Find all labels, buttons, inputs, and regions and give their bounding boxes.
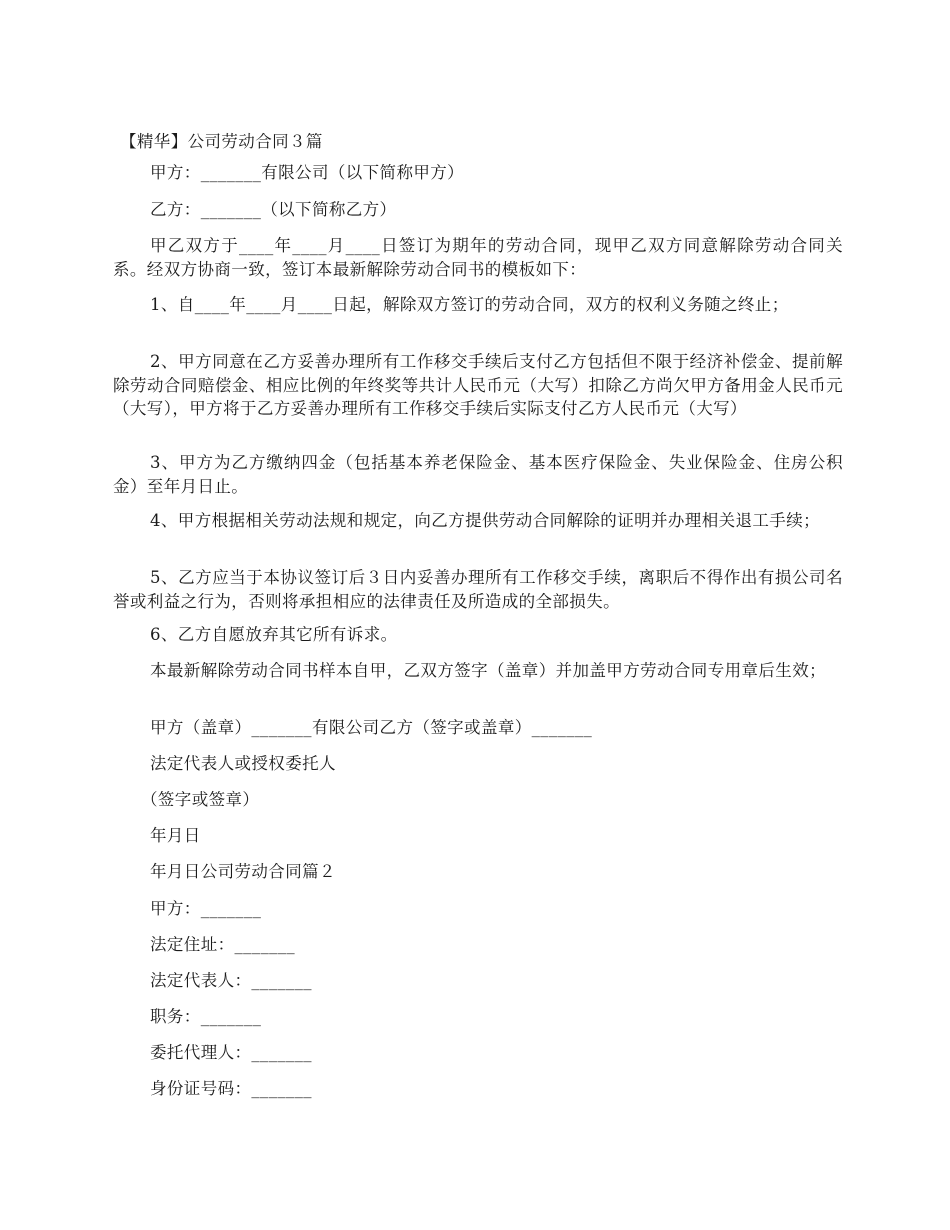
clause-2: 2、甲方同意在乙方妥善办理所有工作移交手续后支付乙方包括但不限于经济补偿金、提前解除劳动合同赔偿金、相应比例的年终奖等共计人民币元（大写）扣除乙方尚欠甲方备用金人民币元（大写），甲方将于乙方妥善办理所有工作移交手续后实际支付乙方人民币元（大写） — [113, 352, 843, 418]
sign-or-seal-line: （签字或签章） — [141, 790, 260, 809]
clause-1: 1、自____年____月____日起，解除双方签订的劳动合同，双方的权利义务随之终止； — [150, 295, 789, 314]
effective-paragraph: 本最新解除劳动合同书样本自甲，乙双方签字（盖章）并加盖甲方劳动合同专用章后生效； — [150, 661, 826, 680]
intro-paragraph: 甲乙双方于____年____月____日签订为期年的劳动合同，现甲乙双方同意解除劳动合同关系。经双方协商一致，签订本最新解除劳动合同书的模板如下： — [113, 236, 843, 279]
field-legal-address: 法定住址：_______ — [150, 935, 296, 954]
field-id-number: 身份证号码：_______ — [150, 1079, 312, 1098]
clause-3: 3、甲方为乙方缴纳四金（包括基本养老保险金、基本医疗保险金、失业保险金、住房公积金）至年月日止。 — [113, 453, 843, 496]
document-title: 【精华】公司劳动合同３篇 — [120, 132, 323, 151]
field-party-a: 甲方：_______ — [150, 899, 262, 918]
field-authorized-agent: 委托代理人：_______ — [150, 1043, 312, 1062]
clause-5: 5、乙方应当于本协议签订后３日内妥善办理所有工作移交手续，离职后不得作出有损公司名誉或利益之行为，否则将承担相应的法律责任及所造成的全部损失。 — [113, 568, 843, 611]
party-a-line: 甲方：_______有限公司（以下简称甲方） — [150, 163, 465, 182]
signature-line: 甲方（盖章）_______有限公司乙方（签字或盖章）_______ — [150, 718, 593, 737]
date-and-next-title: 年月日公司劳动合同篇２ — [150, 862, 336, 881]
field-legal-representative: 法定代表人：_______ — [150, 971, 312, 990]
legal-representative-line: 法定代表人或授权委托人 — [150, 754, 336, 773]
date-line: 年月日 — [150, 826, 201, 845]
party-b-line: 乙方：_______（以下简称乙方） — [150, 200, 397, 219]
field-position: 职务：_______ — [150, 1007, 262, 1026]
clause-6: 6、乙方自愿放弃其它所有诉求。 — [150, 625, 398, 644]
clause-4: 4、甲方根据相关劳动法规和规定，向乙方提供劳动合同解除的证明并办理相关退工手续； — [150, 511, 820, 530]
